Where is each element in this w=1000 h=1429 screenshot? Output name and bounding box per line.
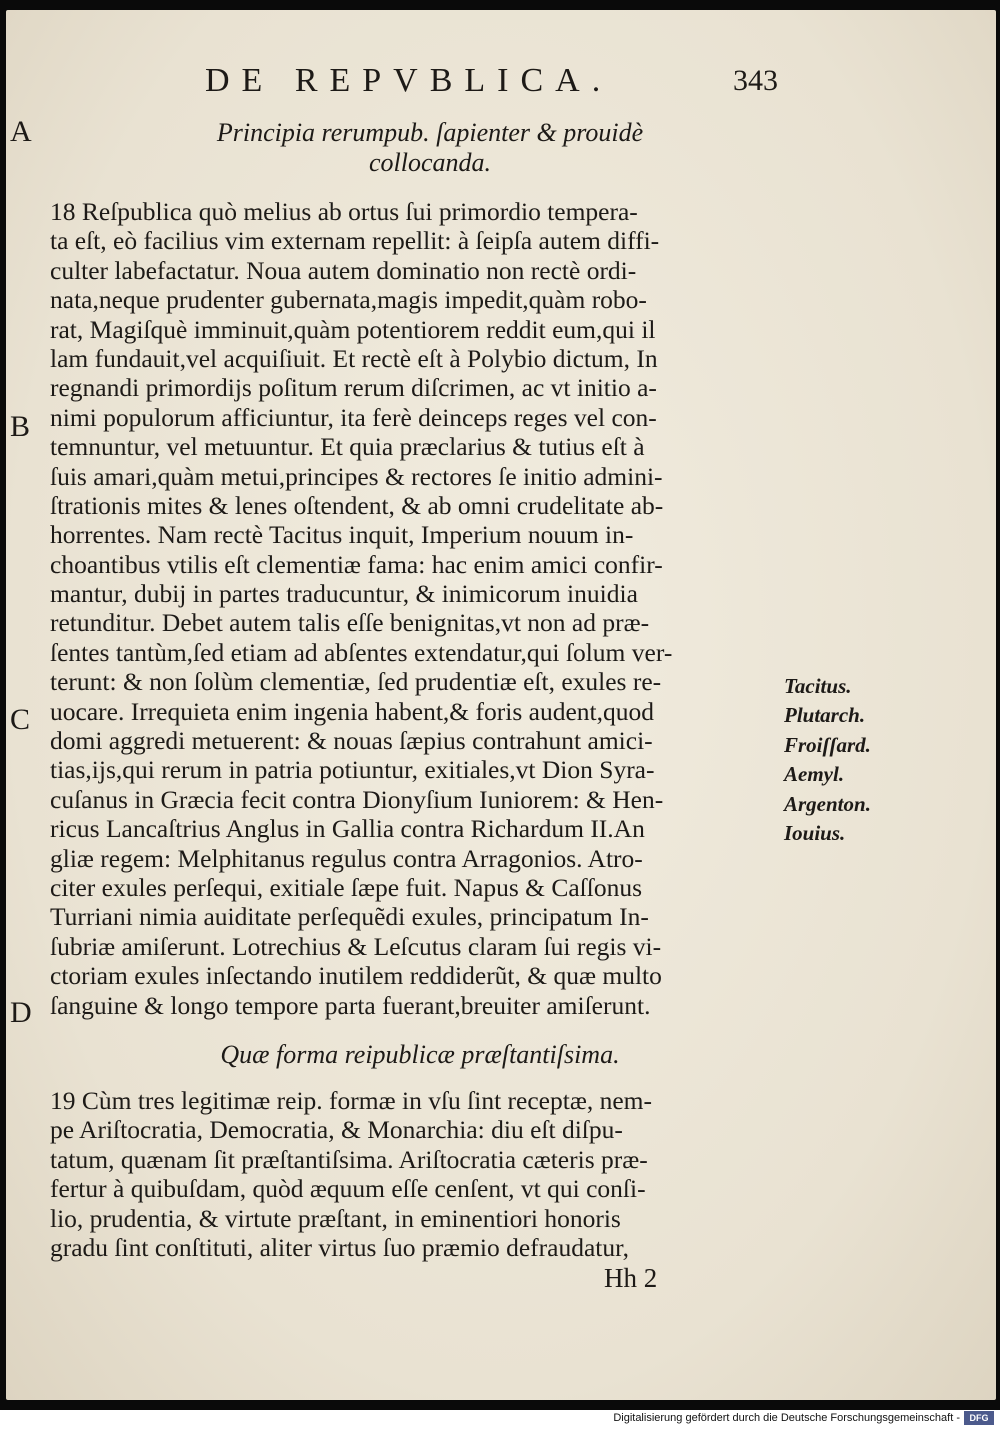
text-line: choantibus vtilis eſt clementiæ fama: hac enim amici confir-	[50, 549, 663, 579]
text-line: cuſanus in Græcia fecit contra Dionyſium Iuniorem: & Hen-	[50, 784, 664, 814]
text-line: ſtrationis mites & lenes oſtendent, & ab omni crudelitate ab-	[50, 490, 664, 520]
margin-letter-d: D	[10, 996, 32, 1029]
paragraph-18	[50, 197, 780, 1020]
text-line: domi aggredi metuerent: & nouas ſæpius contrahunt amici-	[50, 726, 653, 756]
text-line: rat, Magiſquè imminuit,quàm potentiorem reddit eum,qui il	[50, 314, 656, 344]
text-line: gliæ regem: Melphitanus regulus contra Arragonios. Atro-	[50, 843, 643, 873]
section-title-1	[130, 118, 730, 178]
page-number: 343	[733, 64, 778, 97]
text-line: ricus Lancaſtrius Anglus in Gallia contra Richardum II.An	[50, 814, 645, 844]
text-line: pe Ariſtocratia, Democratia, & Monarchia: diu eſt diſpu-	[50, 1115, 623, 1145]
text-line: fertur à quibuſdam, quòd æquum eſſe cenſent, vt qui conſi-	[50, 1174, 646, 1204]
text-line: 19 Cùm tres legitimæ reip. formæ in vſu ſint receptæ, nem-	[50, 1086, 652, 1115]
text-line: tias,ijs,qui rerum in patria potiuntur, exitiales,vt Dion Syra-	[50, 755, 655, 785]
text-line: ſubriæ amiſerunt. Lotrechius & Leſcutus claram ſui regis vi-	[50, 931, 662, 961]
text-line: uocare. Irrequieta enim ingenia habent,& foris audent,quod	[50, 696, 654, 726]
section-title-1-line: collocanda.	[368, 148, 492, 177]
text-line: lam fundauit,vel acquiſiuit. Et rectè eſt à Polybio dictum, In	[50, 343, 658, 373]
paragraph-19	[50, 1086, 780, 1262]
marginal-note: Argenton.	[784, 791, 871, 816]
text-line: temnuntur, vel metuuntur. Et quia præclarius & tutius eſt à	[50, 432, 645, 462]
text-line: tatum, quænam ſit præſtantiſsima. Ariſtocratia cæteris præ-	[50, 1144, 648, 1174]
section-title-2: Quæ forma reipublicæ præſtantiſsima.	[220, 1040, 620, 1069]
text-line: lio, prudentia, & virtute præſtant, in eminentiori honoris	[50, 1203, 621, 1233]
text-line: ta eſt, eò facilius vim externam repellit: à ſeipſa autem diffi-	[50, 226, 660, 256]
margin-letter-c: C	[10, 703, 31, 736]
text-line: culter labefactatur. Noua autem dominatio non rectè ordi-	[50, 255, 637, 285]
running-head: DE REPVBLICA.	[205, 62, 613, 99]
text-line: ſentes tantùm,ſed etiam ad abſentes extendatur,qui ſolum ver-	[50, 637, 673, 667]
text-line: nimi populorum afficiuntur, ita ferè deinceps reges vel con-	[50, 402, 657, 432]
text-line: mantur, dubij in partes traducuntur, & inimicorum inuidia	[50, 579, 638, 609]
text-line: terunt: & non ſolùm clementiæ, ſed prudentiæ eſt, exules re-	[50, 667, 662, 697]
marginal-note: Iouius.	[784, 821, 846, 846]
marginal-note: Froiſſard.	[784, 732, 871, 757]
marginal-note: Tacitus.	[784, 674, 852, 698]
text-line: nata,neque prudenter gubernata,magis impedit,quàm robo-	[50, 285, 647, 315]
text-line: ſuis amari,quàm metui,principes & rectores ſe initio admini-	[50, 461, 663, 491]
text-line: 18 Reſpublica quò melius ab ortus ſui primordio tempera-	[50, 197, 638, 226]
text-line: retunditur. Debet autem talis eſſe benignitas,vt non ad præ-	[50, 608, 650, 638]
digitization-credit: Digitalisierung gefördert durch die Deutsche Forschungsgemeinschaft -	[613, 1412, 960, 1424]
marginal-notes	[784, 672, 904, 848]
text-line: ſanguine & longo tempore parta fuerant,breuiter amiſerunt.	[50, 990, 651, 1020]
text-line: regnandi primordijs poſitum rerum diſcrimen, ac vt initio a-	[50, 373, 657, 403]
text-line: Turriani nimia auiditate perſequẽdi exules, principatum In-	[50, 902, 649, 932]
text-line: citer exules perſequi, exitiale ſæpe fuit. Napus & Caſſonus	[50, 872, 643, 902]
signature-mark: Hh 2	[604, 1263, 658, 1293]
marginal-note: Plutarch.	[784, 703, 866, 728]
text-line: ctoriam exules inſectando inutilem reddiderũt, & quæ multo	[50, 961, 662, 991]
text-line: horrentes. Nam rectè Tacitus inquit, Imperium nouum in-	[50, 520, 634, 550]
marginal-note: Aemyl.	[784, 762, 845, 787]
margin-letter-a: A	[10, 115, 32, 148]
margin-letter-b: B	[10, 410, 31, 443]
text-line: gradu ſint conſtituti, aliter virtus ſuo præmio defraudatur,	[50, 1232, 629, 1262]
dfg-logo: DFG	[964, 1411, 994, 1425]
section-title-1-line: Principia rerumpub. ſapienter & prouidè	[216, 118, 644, 147]
